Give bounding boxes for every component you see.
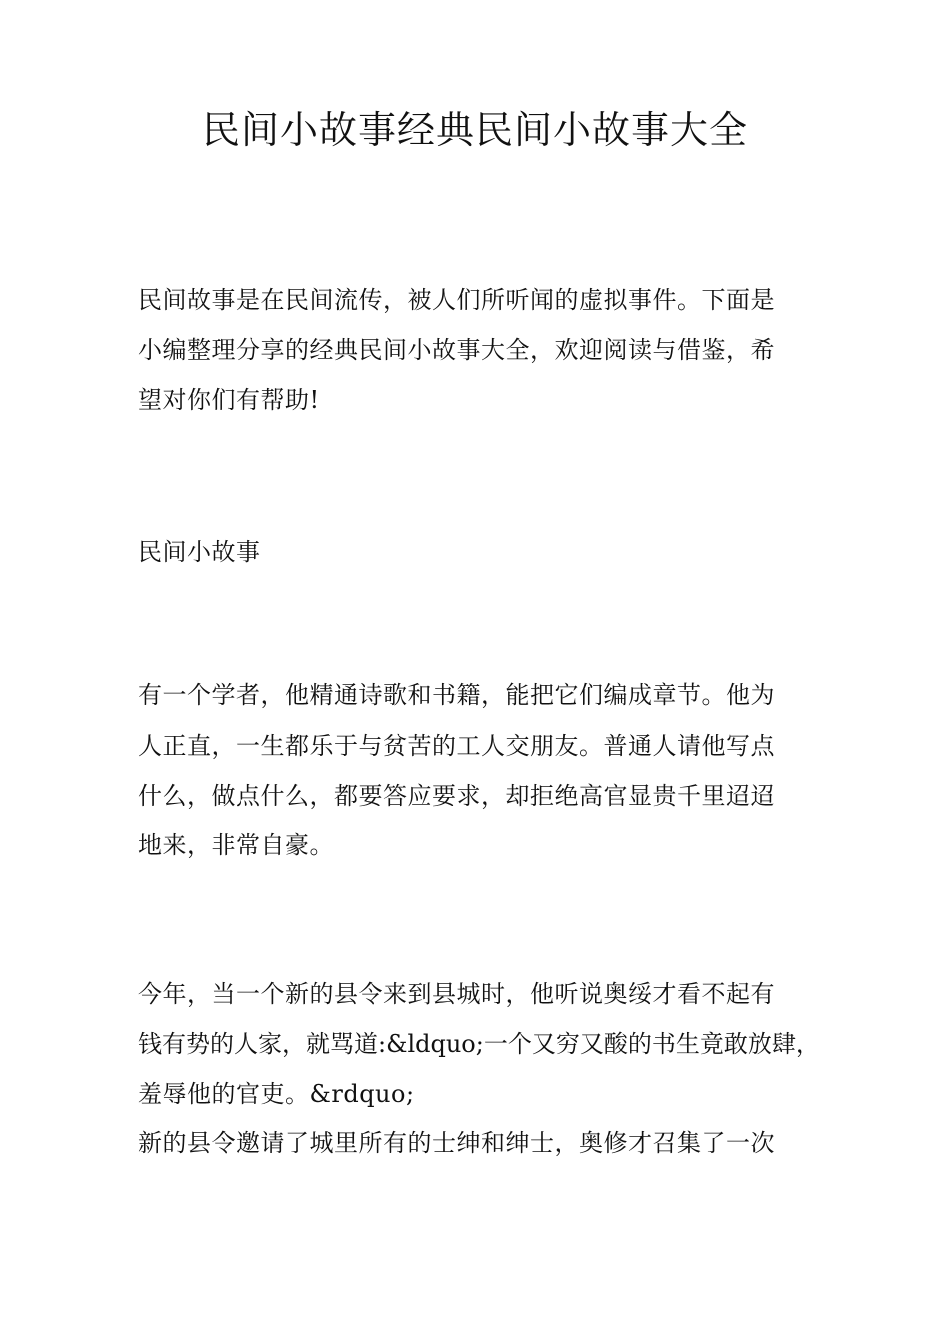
paragraph1-line-2: 人正直，一生都乐于与贫苦的工人交朋友。普通人请他写点 [138, 732, 775, 760]
paragraph1-line-1: 有一个学者，他精通诗歌和书籍，能把它们编成章节。他为 [138, 681, 775, 709]
paragraph2-line-2: 钱有势的人家，就骂道:&ldquo;一个又穷又酸的书生竟敢放肆， [138, 1030, 820, 1058]
document-title: 民间小故事经典民间小故事大全 [201, 108, 748, 152]
paragraph2-line-4: 新的县令邀请了城里所有的士绅和绅士，奥修才召集了一次 [138, 1129, 775, 1157]
paragraph1-line-4: 地来，非常自豪。 [138, 831, 334, 859]
paragraph1-line-3: 什么，做点什么，都要答应要求，却拒绝高官显贵千里迢迢 [138, 782, 775, 810]
paragraph2-line-1: 今年，当一个新的县令来到县城时，他听说奥绥才看不起有 [138, 980, 775, 1008]
intro-line-1: 民间故事是在民间流传，被人们所听闻的虚拟事件。下面是 [138, 286, 775, 314]
intro-line-2: 小编整理分享的经典民间小故事大全，欢迎阅读与借鉴，希 [138, 336, 775, 364]
section-heading: 民间小故事 [138, 538, 261, 566]
paragraph2-line-3: 羞辱他的官吏。&rdquo; [138, 1080, 415, 1108]
intro-line-3: 望对你们有帮助! [138, 386, 320, 414]
